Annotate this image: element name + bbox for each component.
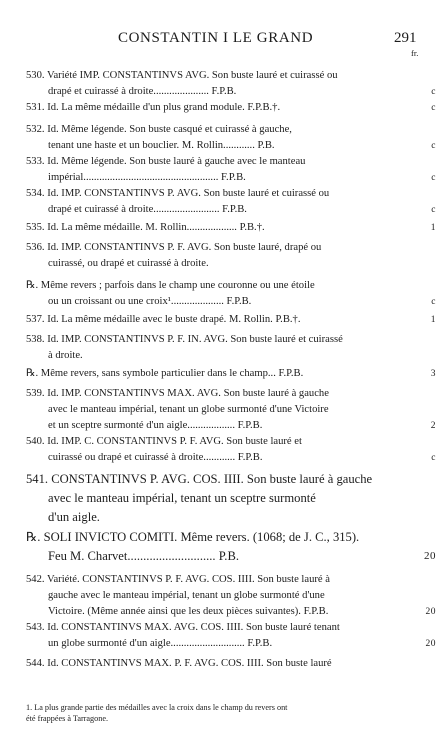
entry-line: impérial................................................... F.P.B. c [26,170,430,186]
rarity-value: 1 [430,223,436,233]
rarity-value: 20 [424,550,436,562]
entry-line: cuirassé, ou drapé et cuirassé à droite. [48,258,209,269]
catalog-entry [26,100,436,116]
rarity-value: c [431,205,436,215]
footnote [26,702,430,724]
entry-line: gauche avec le manteau impérial, tenant un globe surmonté d'une [48,590,325,601]
footnote-line: été frappées à Tarragone. [26,714,109,723]
entry-line: 532. Id. Même légende. Son buste casqué et cuirassé à gauche, [26,124,292,135]
catalog-entry [26,154,436,186]
entry-line: avec le manteau impérial, tenant un globe surmonté d'une Victoire [48,404,329,415]
catalog-entry [26,656,430,672]
entry-line: 544. Id. CONSTANTINVS MAX. P. F. AVG. COS. IIII. Son buste lauré [26,658,332,669]
entry-line: un globe surmonté d'un aigle............................ F.P.B. 20 [26,636,430,652]
entry-line: 534. Id. IMP. CONSTANTINVS P. AVG. Son buste lauré et cuirassé ou [26,188,330,199]
page-number: 291 [394,30,417,46]
entry-line: 531. Id. La même médaille d'un plus grand module. F.P.B.†. c [26,100,430,116]
rarity-value: 20 [425,607,436,617]
catalog-entry [26,366,436,382]
entry-line: à droite. [48,350,83,361]
entry-line: d'un aigle. [48,510,100,524]
rarity-value: 2 [430,421,436,431]
entry-line: 533. Id. Même légende. Son buste lauré à gauche avec le manteau [26,156,306,167]
entry-line: ℞. Même revers ; parfois dans le champ une couronne ou une étoile [26,280,315,291]
entry-line: Victoire. (Même année ainsi que les deux pièces suivantes). F.P.B. 20 [26,604,430,620]
entry-line: drapé et cuirassé à droite......................... F.P.B. c [26,202,430,218]
entry-line: 541. CONSTANTINVS P. AVG. COS. IIII. Son buste lauré à gauche [26,472,373,486]
rarity-value: c [431,141,436,151]
rarity-value: c [431,103,436,113]
entry-line: cuirassé ou drapé et cuirassé à droite............ F.P.B. c [26,450,430,466]
entry-line: 530. Variété IMP. CONSTANTINVS AVG. Son buste lauré et cuirassé ou [26,70,338,81]
rarity-value: 20 [425,639,436,649]
catalog-entry [26,68,436,100]
rarity-value: 3 [430,369,436,379]
catalog-entry [26,240,430,272]
entry-line: 535. Id. La même médaille. M. Rollin................... P.B.†. 1 [26,220,430,236]
catalog-entry [26,528,436,566]
page-header [0,30,446,58]
entry-line: ℞. SOLI INVICTO COMITI. Même revers. (1068; de J. C., 315). [26,530,360,544]
catalog-entry [26,386,436,434]
catalog-entry [26,278,436,310]
catalog-entry [26,470,430,527]
rarity-value: c [431,87,436,97]
catalog-entry [26,312,436,328]
entry-line: drapé et cuirassé à droite..................... F.P.B. c [26,84,430,100]
rarity-value: c [431,297,436,307]
entry-line: 538. Id. IMP. CONSTANTINVS P. F. IN. AVG. Son buste lauré et cuirassé [26,334,343,345]
entry-line: 537. Id. La même médaille avec le buste drapé. M. Rollin. P.B.†. 1 [26,312,430,328]
rarity-value: c [431,173,436,183]
catalog-entry [26,434,436,466]
page-title: CONSTANTIN I LE GRAND [118,30,314,46]
entry-line: ℞. Même revers, sans symbole particulier dans le champ... F.P.B. 3 [26,366,430,382]
entry-line: 536. Id. IMP. CONSTANTINVS P. F. AVG. Son buste lauré, drapé ou [26,242,322,253]
catalog-entry [26,620,436,652]
footnote-line: 1. La plus grande partie des médailles avec la croix dans le champ du revers ont [26,703,288,712]
entry-line: 543. Id. CONSTANTINVS MAX. AVG. COS. IIII. Son buste lauré tenant [26,622,340,633]
catalog-entry [26,572,436,620]
entry-line: 540. Id. IMP. C. CONSTANTINVS P. F. AVG. Son buste lauré et [26,436,302,447]
catalog-entry [26,220,436,236]
entry-line: Feu M. Charvet............................ P.B. 20 [26,547,430,566]
entry-line: 542. Variété. CONSTANTINVS P. F. AVG. COS. IIII. Son buste lauré à [26,574,330,585]
entry-line: tenant une haste et un bouclier. M. Rollin............ P.B. c [26,138,430,154]
catalog-entry [26,122,436,154]
entry-line: 539. Id. IMP. CONSTANTINVS MAX. AVG. Son buste lauré à gauche [26,388,329,399]
currency-label: fr. [411,48,419,58]
entry-line: avec le manteau impérial, tenant un sceptre surmonté [48,491,316,505]
rarity-value: c [431,453,436,463]
rarity-value: 1 [430,315,436,325]
catalog-entry [26,186,436,218]
catalog-entry [26,332,430,364]
entry-line: ou un croissant ou une croix¹.................... F.P.B. c [26,294,430,310]
entry-line: et un sceptre surmonté d'un aigle.................. F.P.B. 2 [26,418,430,434]
